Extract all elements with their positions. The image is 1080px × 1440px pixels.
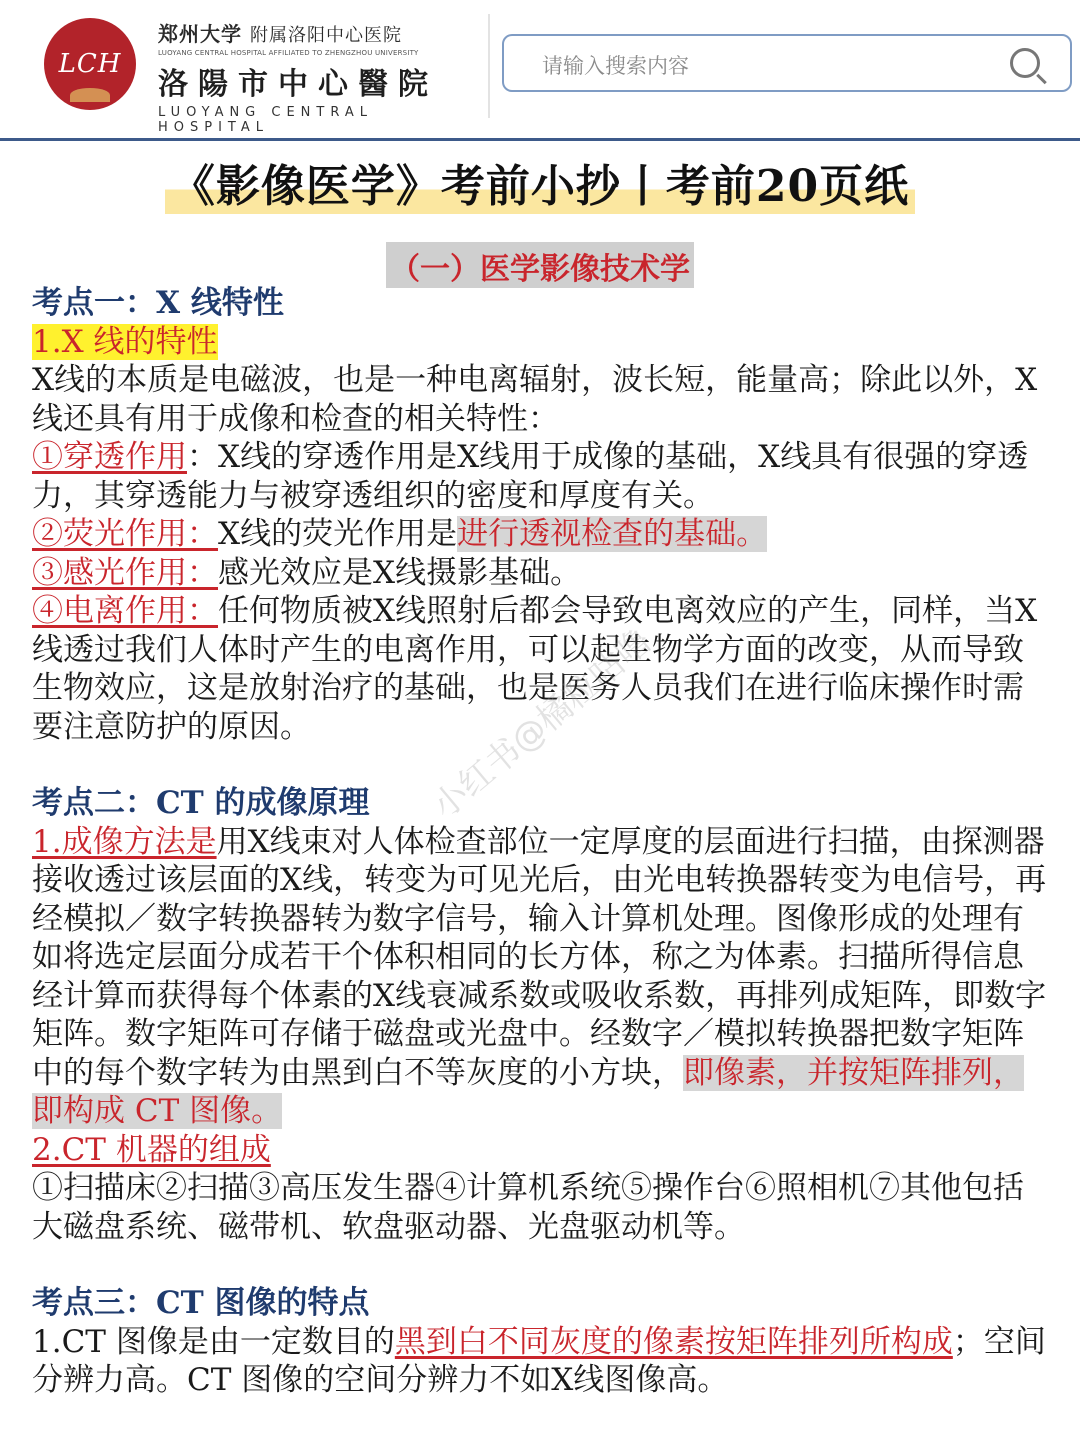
kp2-section-2: ①扫描床②扫描③高压发生器④计算机系统⑤操作台⑥照相机⑦其他包括大磁盘系统、磁带机、软盘驱动器、光盘驱动机等。 <box>32 1170 1024 1245</box>
university-name: 郑州大学 <box>158 22 242 46</box>
hospital-logo[interactable] <box>44 18 136 110</box>
kp2-section-1 <box>32 823 1052 1131</box>
item-2-label: ②荧光作用： <box>32 516 218 552</box>
spacer <box>32 1246 1052 1284</box>
kp2-heading: 考点二：CT 的成像原理 <box>32 785 370 821</box>
section-wrap <box>0 242 1080 288</box>
s1-text: 用X线束对人体检查部位一定厚度的层面进行扫描，由探测器接收透过该层面的X线，转变为可见光后，由光电转换器转变为电信号，再经模拟／数字转换器转为数字信号，输入计算机处理。图像形成的处理有如将选定层面分成若干个体积相同的长方体，称之为体素。扫描所得信息经计算而获得每个体素的X线衰减系数或吸收系数，再排列成矩阵，即数字矩阵。数字矩阵可存储于磁盘或光盘中。经数字／模拟转换器把数字矩阵中的每个数字转为由黑到白不等灰度的小方块， <box>32 823 1047 1091</box>
item-2-highlight: 进行透视检查的基础。 <box>457 516 768 552</box>
item-4-label: ④电离作用： <box>32 593 218 629</box>
item-2-text: X线的荧光作用是 <box>218 516 458 552</box>
hospital-name <box>158 18 458 135</box>
s1-label: 1.成像方法是 <box>32 823 217 860</box>
document-body <box>32 284 1052 1400</box>
kp1-item-2 <box>32 515 1052 554</box>
kp1-subheading: 1.X 线的特性 <box>32 323 218 360</box>
hospital-name-zh: 洛陽市中心醫院 <box>158 67 438 102</box>
title-wrap <box>0 150 1080 214</box>
kp1-intro: X线的本质是电磁波，也是一种电离辐射，波长短，能量高；除此以外，X线还具有用于成像和检查的相关特性： <box>32 362 1038 437</box>
search-icon[interactable] <box>1010 48 1040 78</box>
item-4-text: 任何物质被X线照射后都会导致电离效应的产生，同样，当X线透过我们人体时产生的电离作用，可以起生物学方面的改变，从而导致生物效应，这是放射治疗的基础，也是医务人员我们在进行临床操作时需要注意防护的原因。 <box>32 593 1038 745</box>
header <box>0 0 1080 140</box>
s1-highlight: 即像素，并按矩阵排列，即构成 CT 图像。 <box>32 1054 1024 1129</box>
spacer <box>32 746 1052 784</box>
kp3-red: 黑到白不同灰度的像素按矩阵排列所构成 <box>394 1323 953 1360</box>
affiliation: 附属洛阳中心医院 <box>249 25 402 46</box>
english-subtitle: LUOYANG CENTRAL HOSPITAL AFFILIATED TO ZHENGZHOU UNIVERSITY <box>158 49 419 57</box>
item-1-label: ①穿透作用 <box>32 439 187 475</box>
search-input[interactable]: 请输入搜索内容 <box>542 54 689 78</box>
page-title: 《影像医学》考前小抄丨考前20页纸 <box>165 150 915 214</box>
kp1-heading: 考点一：X 线特性 <box>32 285 284 321</box>
hospital-name-en: LUOYANG CENTRAL HOSPITAL <box>158 105 373 135</box>
kp3-heading: 考点三：CT 图像的特点 <box>32 1285 370 1321</box>
logo-text: LCH <box>58 49 122 79</box>
wheat-icon <box>70 88 110 102</box>
kp2-subheading: 2.CT 机器的组成 <box>32 1131 271 1168</box>
kp3-pre: 1.CT 图像是由一定数目的 <box>32 1323 395 1360</box>
kp3-text <box>32 1323 1052 1400</box>
kp3-post: ；空间分辨力高。CT 图像的空间分辨力不如X线图像高。 <box>32 1323 1046 1398</box>
search-box[interactable] <box>502 34 1072 92</box>
header-divider <box>488 14 490 118</box>
item-1-text: ：X线的穿透作用是X线用于成像的基础，X线具有很强的穿透力，其穿透能力与被穿透组织的密度和厚度有关。 <box>32 439 1029 514</box>
header-divider-line <box>0 138 1080 141</box>
section-title: （一）医学影像技术学 <box>386 242 694 288</box>
kp1-item-1 <box>32 438 1052 515</box>
kp1-item-3 <box>32 554 1052 593</box>
item-3-label: ③感光作用： <box>32 554 218 591</box>
item-3-text: 感光效应是X线摄影基础。 <box>218 554 582 591</box>
watermark: 小红书@橘粒咕噜 <box>425 621 660 827</box>
